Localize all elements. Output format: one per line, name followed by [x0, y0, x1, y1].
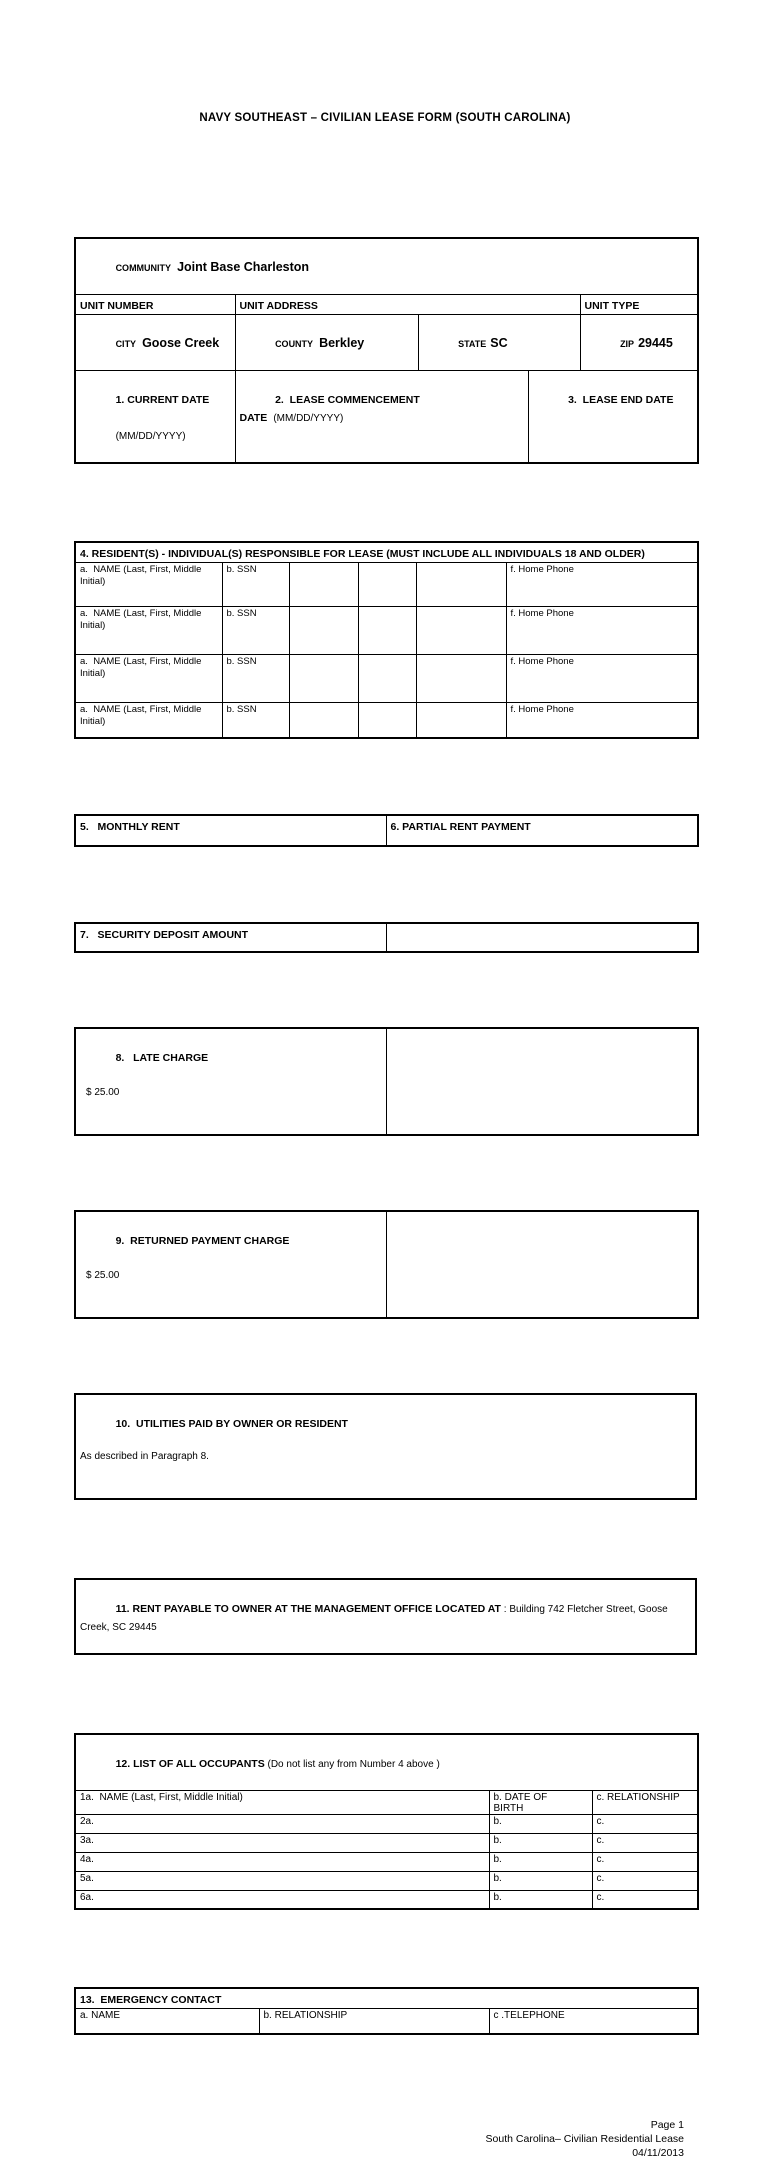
state-value: SC: [490, 336, 508, 350]
resident-3-name-cell[interactable]: a. NAME (Last, First, Middle Initial): [75, 655, 222, 703]
occupant-2-dob-cell[interactable]: b.: [489, 1814, 592, 1833]
occupant-6-name-cell[interactable]: 6a.: [75, 1890, 489, 1909]
current-date-format: (MM/DD/YYYY): [115, 431, 186, 442]
lease-end-date-cell[interactable]: [528, 371, 698, 464]
security-deposit-table: [74, 922, 699, 953]
occupant-6-rel-cell[interactable]: c.: [592, 1890, 698, 1909]
form-body: [74, 165, 698, 2071]
resident-1-blank-cell-c[interactable]: [289, 563, 358, 607]
city-cell: [75, 315, 235, 371]
resident-3-blank-cell-d[interactable]: [358, 655, 416, 703]
occupant-2-rel-cell[interactable]: c.: [592, 1814, 698, 1833]
occupant-3-name-cell[interactable]: 3a.: [75, 1833, 489, 1852]
occupant-row: [75, 1852, 698, 1871]
unit-type-cell[interactable]: [580, 295, 698, 315]
commencement-date-format: (MM/DD/YYYY): [273, 413, 344, 424]
resident-row: [75, 655, 698, 703]
unit-number-cell[interactable]: [75, 295, 235, 315]
occupant-4-name-cell[interactable]: 4a.: [75, 1852, 489, 1871]
occupant-5-rel-cell[interactable]: c.: [592, 1871, 698, 1890]
rent-payable-cell: 11. RENT PAYABLE TO OWNER AT THE MANAGEMENT OFFICE LOCATED AT : Building 742 Fletcher Street, Goose Creek, SC 29445: [75, 1579, 696, 1654]
late-charge-cell: 8. LATE CHARGE $ 25.00: [75, 1028, 386, 1135]
page-title: NAVY SOUTHEAST – CIVILIAN LEASE FORM (SOUTH CAROLINA): [199, 112, 571, 124]
partial-rent-cell[interactable]: 6. PARTIAL RENT PAYMENT: [386, 815, 698, 846]
resident-1-name-cell[interactable]: a. NAME (Last, First, Middle Initial): [75, 563, 222, 607]
occupant-3-rel-cell[interactable]: c.: [592, 1833, 698, 1852]
occupant-row: [75, 1814, 698, 1833]
unit-info-table: [74, 237, 699, 464]
rent-payable-table: [74, 1578, 697, 1655]
zip-cell: [580, 315, 698, 371]
community-value: Joint Base Charleston: [177, 260, 310, 274]
commencement-date-cell[interactable]: [235, 371, 528, 464]
resident-1-blank-cell-e[interactable]: [416, 563, 506, 607]
occupant-name-header-cell[interactable]: 1a. NAME (Last, First, Middle Initial): [75, 1790, 489, 1814]
state-label: STATE: [458, 339, 487, 349]
occupants-table: [74, 1733, 699, 1911]
security-deposit-value-cell[interactable]: [386, 923, 698, 952]
resident-1-blank-cell-d[interactable]: [358, 563, 416, 607]
emergency-name-cell[interactable]: a. NAME: [75, 2009, 259, 2034]
rent-payable-address: : Building 742 Fletcher Street, Goose Creek, SC 29445: [80, 1603, 674, 1633]
county-label: COUNTY: [275, 339, 314, 349]
zip-value: 29445: [638, 336, 673, 350]
city-value: Goose Creek: [142, 336, 220, 350]
zip-label: ZIP: [620, 339, 635, 349]
residents-section-header: 4. RESIDENT(S) - INDIVIDUAL(S) RESPONSIBLE FOR LEASE (MUST INCLUDE ALL INDIVIDUALS 18 AND OLDER): [75, 542, 698, 563]
emergency-section-header: 13. EMERGENCY CONTACT: [75, 1988, 698, 2009]
resident-row: [75, 563, 698, 607]
occupants-section-note: (Do not list any from Number 4 above ): [264, 1758, 440, 1770]
resident-4-blank-cell-e[interactable]: [416, 703, 506, 738]
occupant-row: [75, 1890, 698, 1909]
residents-table: [74, 541, 699, 739]
state-cell: [418, 315, 580, 371]
security-deposit-cell[interactable]: 7. SECURITY DEPOSIT AMOUNT: [75, 923, 386, 952]
resident-2-blank-cell-e[interactable]: [416, 607, 506, 655]
occupant-2-name-cell[interactable]: 2a.: [75, 1814, 489, 1833]
resident-1-ssn-cell[interactable]: b. SSN: [222, 563, 289, 607]
late-charge-table: [74, 1027, 699, 1136]
occupant-dob-header-cell[interactable]: b. DATE OF BIRTH: [489, 1790, 592, 1814]
returned-payment-value-cell[interactable]: [386, 1211, 698, 1318]
page-footer: [0, 2118, 684, 2160]
utilities-cell: 10. UTILITIES PAID BY OWNER OR RESIDENT As described in Paragraph 8.: [75, 1394, 696, 1499]
resident-2-blank-cell-c[interactable]: [289, 607, 358, 655]
resident-2-blank-cell-d[interactable]: [358, 607, 416, 655]
resident-row: [75, 607, 698, 655]
footer-doc-title: South Carolina– Civilian Residential Lease: [485, 2132, 684, 2145]
utilities-note: As described in Paragraph 8.: [80, 1450, 209, 1462]
returned-payment-amount: $ 25.00: [86, 1269, 120, 1281]
city-label: CITY: [115, 339, 137, 349]
occupant-5-dob-cell[interactable]: b.: [489, 1871, 592, 1890]
county-value: Berkley: [319, 336, 365, 350]
footer-page-number: Page 1: [650, 2118, 684, 2131]
resident-2-ssn-cell[interactable]: b. SSN: [222, 607, 289, 655]
returned-payment-cell: 9. RETURNED PAYMENT CHARGE $ 25.00: [75, 1211, 386, 1318]
resident-4-ssn-cell[interactable]: b. SSN: [222, 703, 289, 738]
returned-payment-table: [74, 1210, 699, 1319]
occupant-3-dob-cell[interactable]: b.: [489, 1833, 592, 1852]
occupant-rel-header-cell[interactable]: c. RELATIONSHIP: [592, 1790, 698, 1814]
unit-type-label: UNIT TYPE: [584, 300, 640, 312]
resident-3-home-phone-cell[interactable]: f. Home Phone: [506, 655, 698, 703]
county-cell: [235, 315, 418, 371]
resident-4-home-phone-cell[interactable]: f. Home Phone: [506, 703, 698, 738]
occupant-4-rel-cell[interactable]: c.: [592, 1852, 698, 1871]
current-date-label: 1. CURRENT DATE: [115, 394, 210, 406]
community-label: COMMUNITY: [115, 263, 172, 273]
occupants-section-header: 12. LIST OF ALL OCCUPANTS (Do not list any from Number 4 above ): [75, 1734, 698, 1791]
resident-4-blank-cell-d[interactable]: [358, 703, 416, 738]
resident-4-name-cell[interactable]: a. NAME (Last, First, Middle Initial): [75, 703, 222, 738]
commencement-date-label: 2. LEASE COMMENCEMENT DATE: [239, 394, 423, 424]
emergency-telephone-cell[interactable]: c .TELEPHONE: [489, 2009, 698, 2034]
resident-row: [75, 703, 698, 738]
occupant-5-name-cell[interactable]: 5a.: [75, 1871, 489, 1890]
rent-table: [74, 814, 699, 847]
current-date-cell[interactable]: [75, 371, 235, 464]
resident-3-blank-cell-c[interactable]: [289, 655, 358, 703]
resident-2-home-phone-cell[interactable]: f. Home Phone: [506, 607, 698, 655]
occupant-4-dob-cell[interactable]: b.: [489, 1852, 592, 1871]
utilities-table: [74, 1393, 697, 1500]
monthly-rent-cell[interactable]: 5. MONTHLY RENT: [75, 815, 386, 846]
footer-date: 04/11/2013: [632, 2146, 684, 2159]
unit-number-label: UNIT NUMBER: [80, 300, 154, 312]
emergency-relationship-cell[interactable]: b. RELATIONSHIP: [259, 2009, 489, 2034]
occupant-6-dob-cell[interactable]: b.: [489, 1890, 592, 1909]
late-charge-amount: $ 25.00: [86, 1086, 120, 1098]
unit-address-cell[interactable]: [235, 295, 580, 315]
occupant-row: [75, 1833, 698, 1852]
unit-address-label: UNIT ADDRESS: [239, 300, 318, 312]
community-cell: [75, 238, 698, 295]
occupant-row: [75, 1871, 698, 1890]
resident-1-home-phone-cell[interactable]: f. Home Phone: [506, 563, 698, 607]
lease-end-date-label: 3. LEASE END DATE: [568, 394, 674, 406]
resident-3-blank-cell-e[interactable]: [416, 655, 506, 703]
resident-2-name-cell[interactable]: a. NAME (Last, First, Middle Initial): [75, 607, 222, 655]
emergency-contact-table: [74, 1987, 699, 2035]
resident-4-blank-cell-c[interactable]: [289, 703, 358, 738]
resident-3-ssn-cell[interactable]: b. SSN: [222, 655, 289, 703]
late-charge-value-cell[interactable]: [386, 1028, 698, 1135]
